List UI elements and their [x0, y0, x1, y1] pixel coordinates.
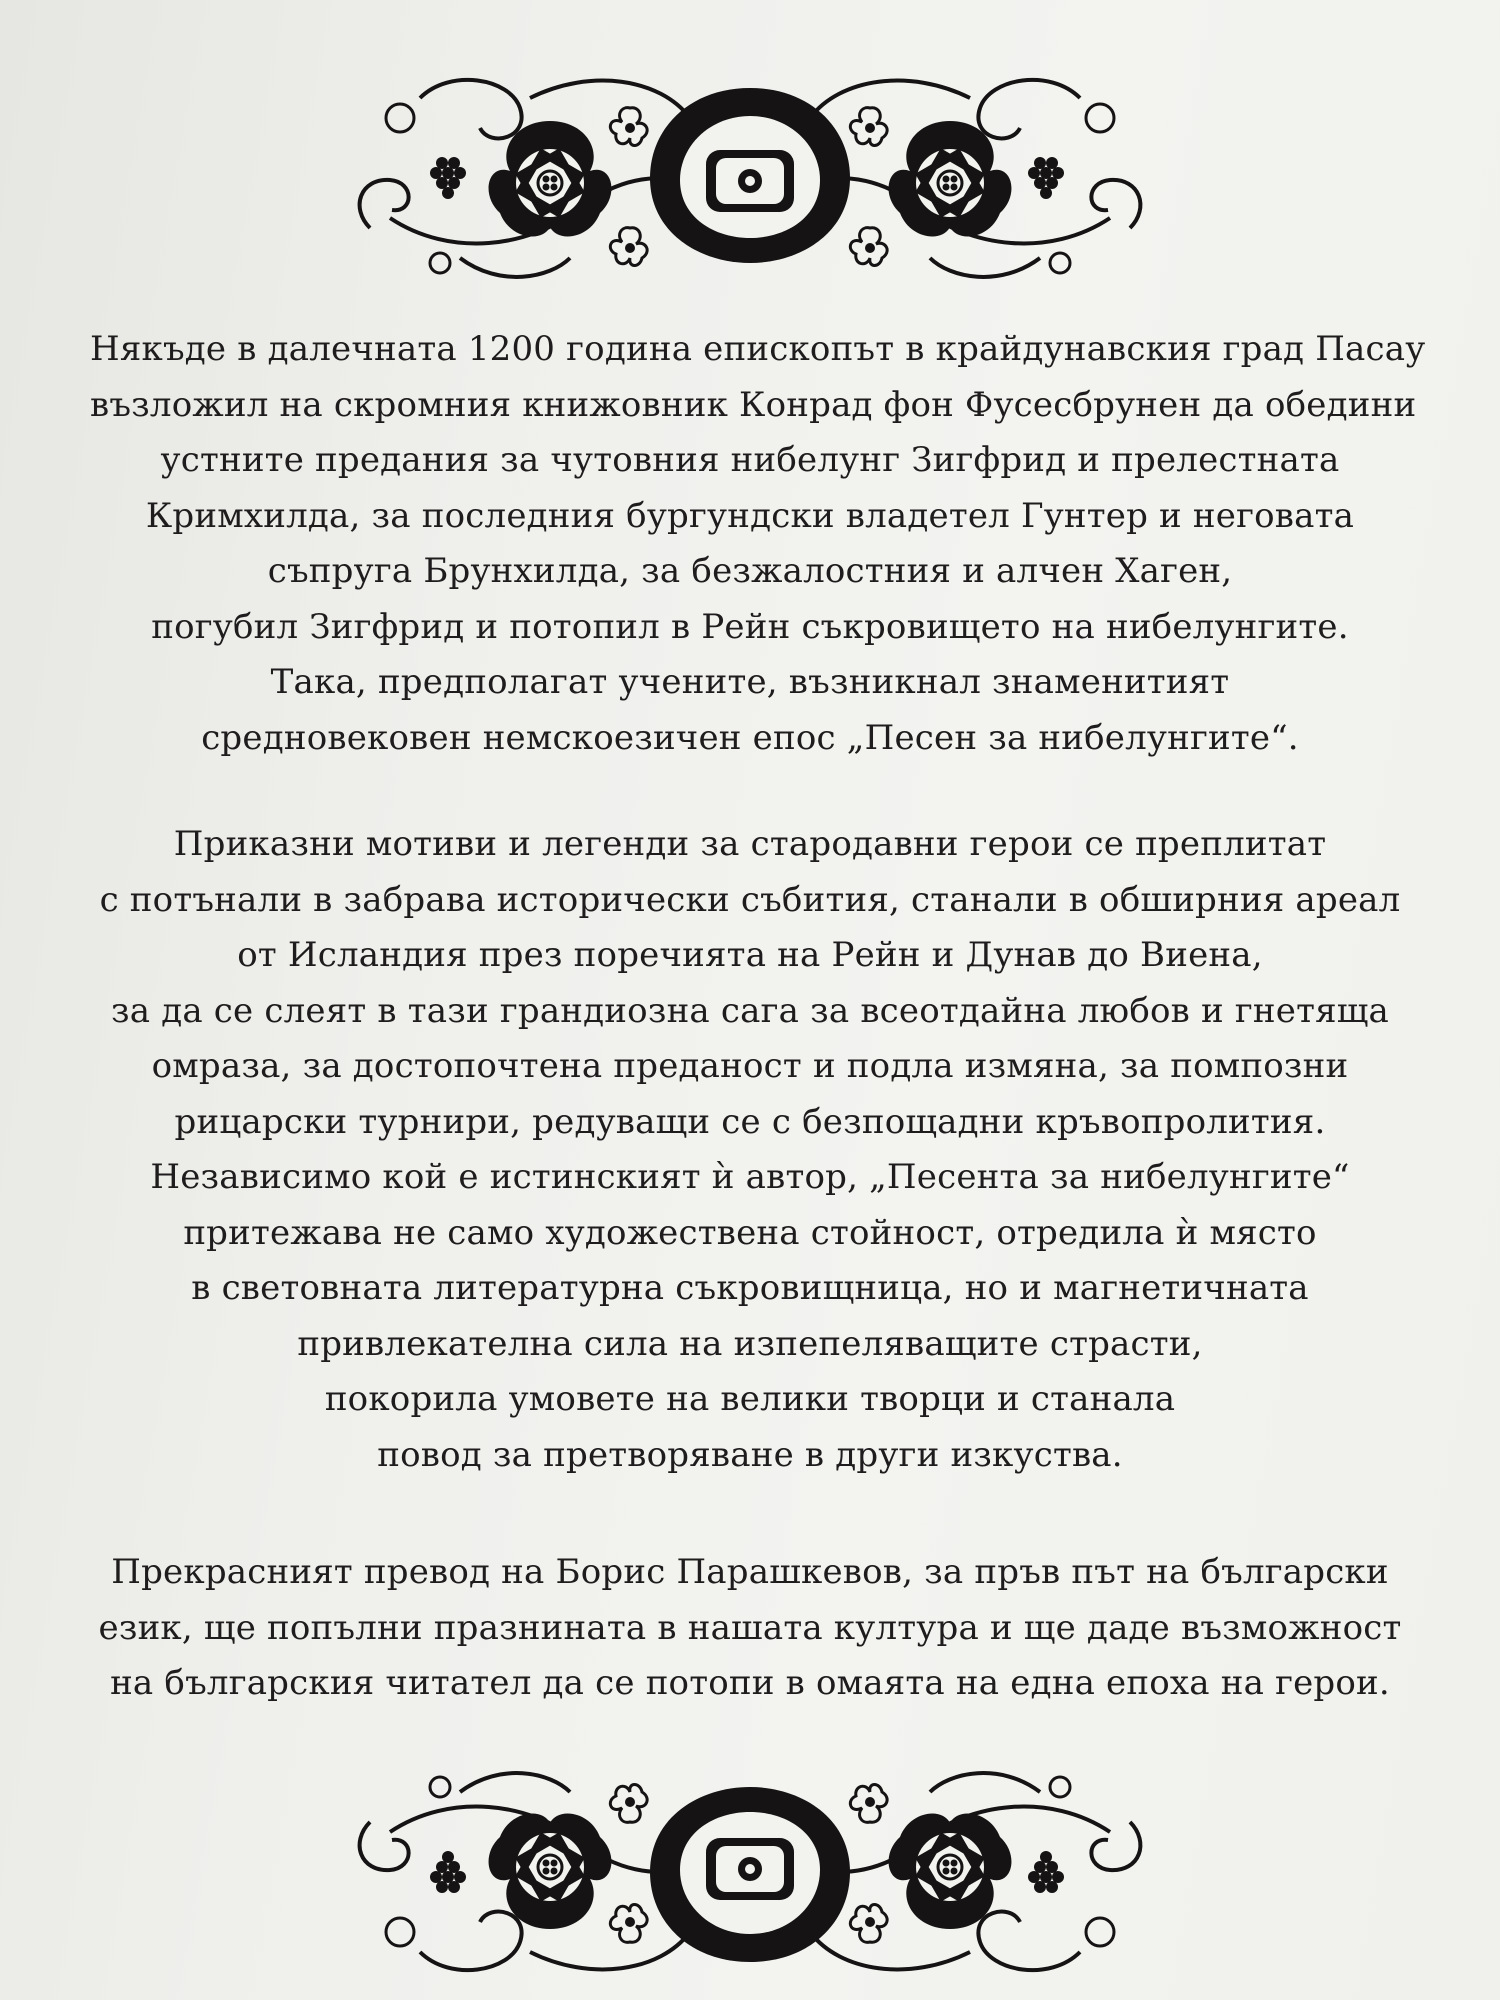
text-line: в световната литературна съкровищница, но и магнетичната [191, 1268, 1309, 1308]
text-line: на българския читател да се потопи в омаята на една епоха на герои. [110, 1663, 1390, 1703]
paragraph-intro [90, 322, 1426, 766]
text-line: погубил Зигфрид и потопил в Рейн съкровището на нибелунгите. [151, 606, 1349, 647]
text-line: притежава не само художествена стойност, отредила ѝ място [183, 1212, 1317, 1253]
text-line: Така, предполагат учените, възникнал знаменитият [270, 662, 1230, 702]
text-line: Прекрасният превод на Борис Парашкевов, за пръв път на български [111, 1552, 1389, 1592]
text-line: покорила умовете на велики творци и станала [324, 1379, 1176, 1419]
text-line: възложил на скромния книжовник Конрад фон Фусесбрунен да обедини [90, 384, 1417, 425]
text-line: от Исландия през поречията на Рейн и Дунав до Виена, [237, 935, 1263, 975]
paragraph-motifs [90, 817, 1410, 1483]
text-line: Приказни мотиви и легенди за стародавни герои се преплитат [173, 824, 1327, 864]
text-line: привлекателна сила на изпепеляващите страсти, [297, 1323, 1203, 1364]
text-line: устните предания за чутовния нибелунг Зигфрид и прелестната [160, 440, 1340, 480]
text-line: съпруга Брунхилда, за безжалостния и алчен Хаген, [267, 551, 1233, 591]
text-line: Някъде в далечната 1200 година епископът в крайдунавския град Пасау [90, 329, 1426, 369]
text-line: Независимо кой е истинският ѝ автор, „Песента за нибелунгите“ [150, 1157, 1350, 1197]
paragraph-translation [90, 1545, 1410, 1712]
text-line: с потънали в забрава исторически събития, станали в обширния ареал [99, 879, 1401, 920]
text-line: за да се слеят в тази грандиозна сага за всеотдайна любов и гнетяща [110, 990, 1390, 1031]
text-line: език, ще попълни празнината в нашата култура и ще даде възможност [98, 1607, 1402, 1648]
text-line: средновековен немскоезичен епос „Песен за нибелунгите“. [201, 717, 1299, 758]
decorative-ornament-top [330, 58, 1170, 288]
text-line: омраза, за достопочтена преданост и подла измяна, за помпозни [151, 1046, 1349, 1086]
decorative-ornament-bottom [330, 1762, 1170, 1992]
text-line: рицарски турнири, редуващи се с безпощадни кръвопролития. [174, 1101, 1326, 1142]
text-line: повод за претворяване в други изкуства. [377, 1434, 1123, 1475]
text-line: Кримхилда, за последния бургундски владетел Гунтер и неговата [145, 495, 1355, 536]
